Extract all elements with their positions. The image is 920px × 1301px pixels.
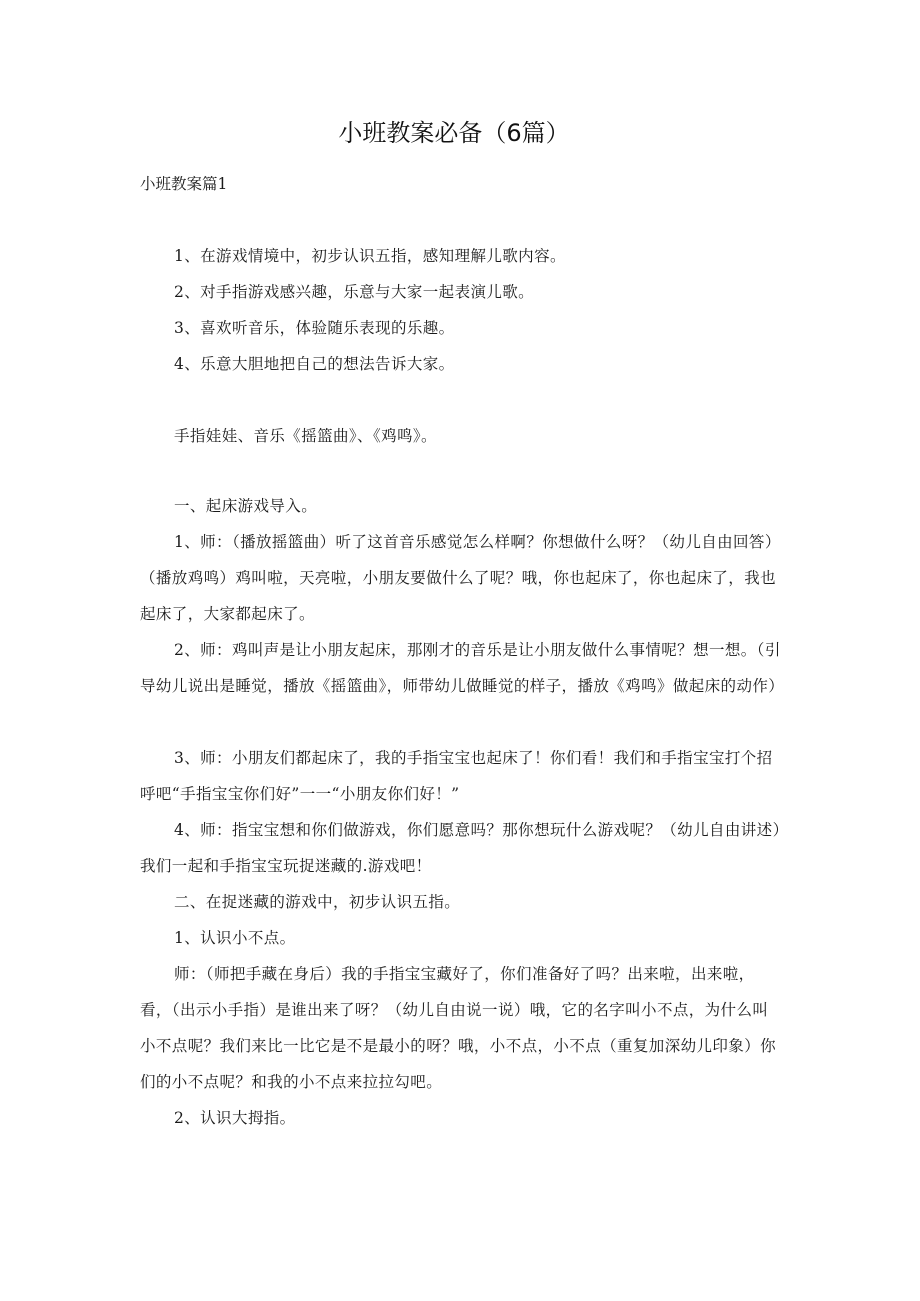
step-1-2: 2、师：鸡叫声是让小朋友起床，那刚才的音乐是让小朋友做什么事情呢？想一想。（引导幼儿说出是睡觉，播放《摇篮曲》，师带幼儿做睡觉的样子，播放《鸡鸣》做起床的动作）: [140, 641, 785, 695]
document-title: 小班教案必备（6篇）: [338, 119, 570, 147]
step-1-3: 3、师：小朋友们都起床了，我的手指宝宝也起床了！你们看！我们和手指宝宝打个招呼吧“手指宝宝你们好”一一“小朋友你们好！”: [140, 749, 773, 803]
step-heading-2: 二、在捉迷藏的游戏中，初步认识五指。: [174, 893, 461, 911]
step-2-1-detail: 师：（师把手藏在身后）我的手指宝宝藏好了，你们准备好了吗？出来啦，出来啦，看，（出示小手指）是谁出来了呀？（幼儿自由说一说）哦，它的名字叫小不点，为什么叫小不点呢？我们来比一比它是不是最小的呀？哦，小不点，小不点（重复加深幼儿印象）你们的小不点呢？和我的小不点来拉拉勾吧。: [140, 965, 777, 1091]
goal-4: 4、乐意大胆地把自己的想法告诉大家。: [174, 355, 455, 373]
goal-3: 3、喜欢听音乐，体验随乐表现的乐趣。: [174, 319, 455, 337]
step-2-1: 1、认识小不点。: [174, 929, 296, 947]
goal-2: 2、对手指游戏感兴趣，乐意与大家一起表演儿歌。: [174, 283, 535, 301]
step-heading-1: 一、起床游戏导入。: [174, 497, 318, 515]
materials: 手指娃娃、音乐《摇篮曲》、《鸡鸣》。: [174, 427, 437, 445]
section-heading: 小班教案篇1: [140, 175, 228, 193]
goal-1: 1、在游戏情境中，初步认识五指，感知理解儿歌内容。: [174, 247, 566, 265]
step-1-4: 4、师：指宝宝想和你们做游戏，你们愿意吗？那你想玩什么游戏呢？（幼儿自由讲述）我们一起和手指宝宝玩捉迷藏的.游戏吧！: [140, 821, 781, 875]
step-1-1: 1、师：（播放摇篮曲）听了这首音乐感觉怎么样啊？你想做什么呀？（幼儿自由回答）（播放鸡鸣）鸡叫啦，天亮啦，小朋友要做什么了呢？哦，你也起床了，你也起床了，我也起床了，大家都起床了。: [140, 533, 781, 623]
step-2-2: 2、认识大拇指。: [174, 1109, 296, 1127]
